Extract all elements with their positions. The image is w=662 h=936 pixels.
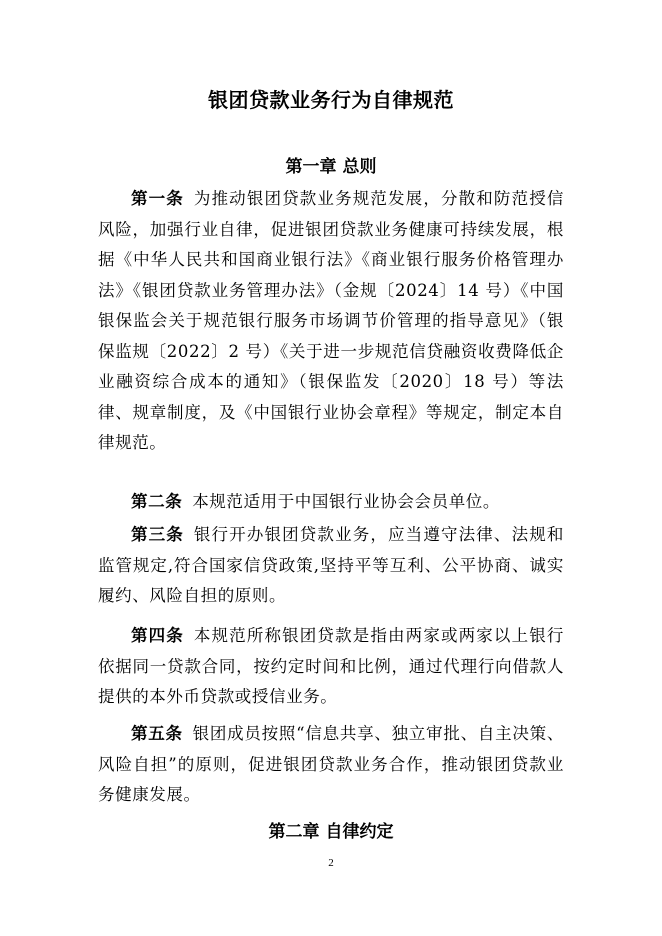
page-number: 2	[328, 857, 334, 869]
article-4-label: 第四条	[131, 626, 184, 645]
article-3-text: 银行开办银团贷款业务，应当遵守法律、法规和监管规定,符合国家信贷政策,坚持平等互利、公平协商、诚实履约、风险自担的原则。	[98, 525, 564, 605]
document-title: 银团贷款业务行为自律规范	[208, 88, 454, 112]
article-5	[98, 719, 564, 811]
article-4	[98, 621, 564, 713]
article-1-text: 为推动银团贷款业务规范发展，分散和防范授信风险，加强行业自律，促进银团贷款业务健康可持续发展，根据《中华人民共和国商业银行法》《商业银行服务价格管理办法》《银团贷款业务管理办法》（金规〔2024〕14 号）《中国银保监会关于规范银行服务市场调节价管理的指导意见》（银保监规〔2022〕2 号）《关于进一步规范信贷融资收费降低企业融资综合成本的通知》（银保监发〔2020〕18 号）等法律、规章制度，及《中国银行业协会章程》等规定，制定本自律规范。	[98, 189, 564, 452]
article-2-text: 本规范适用于中国银行业协会会员单位。	[192, 492, 501, 511]
article-3	[98, 520, 564, 612]
article-2-label: 第二条	[131, 492, 183, 511]
article-3-label: 第三条	[131, 525, 184, 544]
chapter-2-heading: 第二章 自律约定	[268, 822, 394, 842]
article-2	[98, 487, 564, 518]
article-5-label: 第五条	[131, 724, 183, 743]
article-4-text: 本规范所称银团贷款是指由两家或两家以上银行依据同一贷款合同，按约定时间和比例，通过代理行向借款人提供的本外币贷款或授信业务。	[98, 626, 564, 706]
chapter-1-heading: 第一章 总则	[285, 157, 377, 177]
article-1-label: 第一条	[131, 189, 184, 208]
article-5-text: 银团成员按照“信息共享、独立审批、自主决策、风险自担”的原则，促进银团贷款业务合作，推动银团贷款业务健康发展。	[98, 724, 564, 804]
article-1	[98, 184, 564, 459]
